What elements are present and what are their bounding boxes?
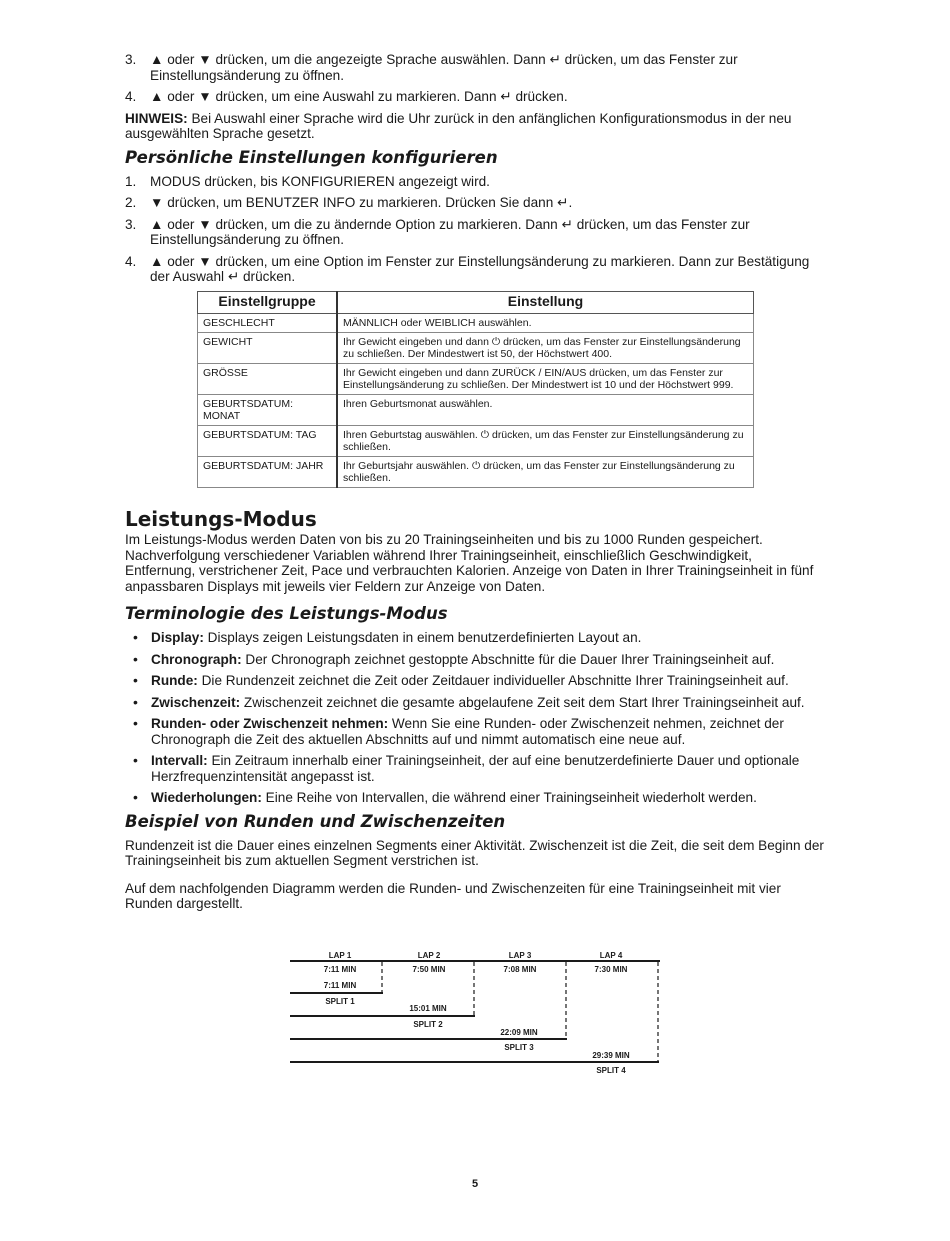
split-label: SPLIT 3: [504, 1043, 534, 1052]
table-cell-group: GEBURTSDATUM: JAHR: [198, 457, 338, 488]
step-text: ▲ oder ▼ drücken, um die zu ändernde Option zu markieren. Dann ↵ drücken, um das Fenster zur Einstellungsänderung zu öffnen.: [150, 216, 750, 247]
term-text: Wenn Sie eine Runden- oder Zwischenzeit nehmen, zeichnet der Chronograph die Zeit des aktuellen Abschnitts auf und nimmt automatisch eine neue auf.: [151, 716, 784, 747]
table-cell-group: GEBURTSDATUM: TAG: [198, 426, 338, 457]
list-item: [125, 630, 825, 646]
note-label: HINWEIS:: [125, 110, 188, 126]
bullet-icon: •: [133, 672, 138, 688]
term: Zwischenzeit:: [151, 694, 241, 710]
list-item: [125, 195, 825, 211]
table-row: [198, 457, 754, 488]
step-number: 3.: [125, 52, 137, 67]
lap-time: 7:08 MIN: [503, 965, 537, 974]
section-heading-example: Beispiel von Runden und Zwischenzeiten: [125, 811, 506, 831]
column-header-setting: Einstellung: [337, 291, 754, 313]
term-text: Displays zeigen Leistungsdaten in einem benutzerdefinierten Layout an.: [203, 630, 642, 645]
list-item: [125, 673, 825, 689]
table-cell-group: GEBURTSDATUM: MONAT: [198, 395, 338, 426]
table-cell-setting: Ihren Geburtsmonat auswählen.: [337, 395, 754, 426]
column-header-group: Einstellgruppe: [198, 291, 338, 313]
table-cell-setting: Ihr Geburtsjahr auswählen. ⏻ drücken, um das Fenster zur Einstellungsänderung zu schließen.: [337, 457, 754, 488]
table-header-row: [198, 291, 754, 313]
table-cell-setting: Ihren Geburtstag auswählen. ⏻ drücken, um das Fenster zur Einstellungsänderung zu schließen.: [337, 426, 754, 457]
term: Display:: [151, 630, 204, 645]
split-label: SPLIT 2: [413, 1020, 443, 1029]
note-text: Bei Auswahl einer Sprache wird die Uhr zurück in den anfänglichen Konfigurationsmodus in der neu ausgewählten Sprache gesetzt.: [125, 110, 792, 141]
section-heading-personal: Persönliche Einstellungen konfigurieren: [125, 147, 498, 167]
table-row: [198, 313, 754, 333]
step-text: ▼ drücken, um BENUTZER INFO zu markieren. Drücken Sie dann ↵.: [150, 195, 573, 210]
split-time: 29:39 MIN: [592, 1051, 630, 1060]
term: Runden- oder Zwischenzeit nehmen:: [151, 716, 389, 731]
table-row: [198, 426, 754, 457]
lap-label: LAP 4: [599, 951, 623, 960]
lap-time: 7:11 MIN: [323, 965, 357, 974]
bullet-icon: •: [133, 715, 138, 731]
table-cell-group: GEWICHT: [198, 333, 338, 364]
page-number: 5: [471, 1178, 479, 1190]
table-row: [198, 333, 754, 364]
lap-time: 7:50 MIN: [412, 965, 446, 974]
bullet-icon: •: [133, 752, 138, 768]
lap-split-diagram: [290, 950, 662, 1075]
term: Runde:: [151, 673, 198, 688]
list-item: [125, 52, 825, 83]
lap-label: LAP 2: [417, 951, 441, 960]
split-time: 15:01 MIN: [409, 1004, 447, 1013]
term: Intervall:: [151, 753, 208, 768]
step-number: 3.: [125, 216, 137, 232]
table-cell-group: GRÖSSE: [198, 364, 338, 395]
section-heading-terminology: Terminologie des Leistungs-Modus: [125, 604, 448, 623]
split-time: 7:11 MIN: [323, 981, 357, 990]
table-cell-setting: Ihr Gewicht eingeben und dann ZURÜCK / EIN/AUS drücken, um das Fenster zur Einstellungsänderung zu schließen. Der Mindestwert ist 10 und der Höchstwert 999.: [337, 364, 754, 395]
term-text: Der Chronograph zeichnet gestoppte Abschnitte für die Dauer Ihrer Trainingseinheit auf.: [241, 651, 775, 667]
split-time: 22:09 MIN: [500, 1028, 538, 1037]
step-text: ▲ oder ▼ drücken, um eine Option im Fenster zur Einstellungsänderung zu markieren. Dann zur Bestätigung der Auswahl ↵ drücken.: [150, 253, 810, 284]
step-text: MODUS drücken, bis KONFIGURIEREN angezeigt wird.: [150, 173, 490, 189]
term: Wiederholungen:: [151, 790, 262, 805]
term-text: Die Rundenzeit zeichnet die Zeit oder Zeitdauer individueller Abschnitte Ihrer Trainingseinheit auf.: [197, 673, 789, 688]
lap-time: 7:30 MIN: [594, 965, 628, 974]
terminology-list: [125, 630, 825, 806]
list-item: [125, 716, 825, 747]
bullet-icon: •: [133, 789, 138, 805]
table-cell-setting: MÄNNLICH oder WEIBLICH auswählen.: [337, 313, 754, 333]
steps-personal: [125, 174, 825, 285]
split-label: SPLIT 1: [325, 997, 355, 1006]
term: Chronograph:: [151, 651, 242, 667]
table-row: [198, 395, 754, 426]
step-text: ▲ oder ▼ drücken, um die angezeigte Sprache auswählen. Dann ↵ drücken, um das Fenster zur Einstellungsänderung zu öffnen.: [150, 52, 738, 83]
bullet-icon: •: [133, 650, 138, 667]
list-item: [125, 174, 825, 190]
page-content: [125, 52, 825, 918]
split-label: SPLIT 4: [596, 1066, 626, 1075]
table-cell-setting: Ihr Gewicht eingeben und dann ⏻ drücken, um das Fenster zur Einstellungsänderung zu schließen. Der Mindestwert ist 50, der Höchstwert 400.: [337, 333, 754, 364]
step-number: 2.: [125, 195, 137, 210]
performance-paragraph: Im Leistungs-Modus werden Daten von bis zu 20 Trainingseinheiten und bis zu 1000 Runden gespeichert. Nachverfolgung verschiedener Variablen während Ihrer Trainingseinheit, einschließlich Geschwindigkeit, Entfernung, verstrichener Zeit, Pace und verbrauchten Kalorien. Anzeige von Daten in Ihrer Trainingseinheit in fünf anpassbaren Displays mit jeweils vier Feldern zur Anzeige von Daten.: [125, 532, 814, 594]
term-text: Eine Reihe von Intervallen, die während einer Trainingseinheit wiederholt werden.: [261, 790, 757, 805]
step-number: 4.: [125, 253, 137, 269]
table-row: [198, 364, 754, 395]
term-text: Zwischenzeit zeichnet die gesamte abgelaufene Zeit seit dem Start Ihrer Trainingseinheit auf.: [240, 694, 805, 710]
settings-table: [197, 291, 754, 489]
list-item: [125, 790, 825, 806]
lap-label: LAP 1: [328, 951, 352, 960]
list-item: [125, 89, 825, 105]
lap-label: LAP 3: [508, 951, 532, 960]
bullet-icon: •: [133, 693, 138, 710]
note: [125, 111, 825, 142]
list-item: [125, 652, 825, 668]
table-cell-group: GESCHLECHT: [198, 313, 338, 333]
step-number: 4.: [125, 89, 137, 104]
list-item: [125, 217, 825, 248]
step-text: ▲ oder ▼ drücken, um eine Auswahl zu markieren. Dann ↵ drücken.: [150, 89, 568, 104]
example-paragraph-2: Auf dem nachfolgenden Diagramm werden die Runden- und Zwischenzeiten für eine Trainingseinheit mit vier Runden dargestellt.: [125, 880, 781, 911]
step-number: 1.: [125, 173, 137, 189]
section-heading-performance: Leistungs-Modus: [125, 507, 317, 531]
steps-language: [125, 52, 825, 105]
term-text: Ein Zeitraum innerhalb einer Trainingseinheit, der auf eine benutzerdefinierte Dauer und optionale Herzfrequenzintensität angepasst ist.: [151, 753, 800, 784]
bullet-icon: •: [133, 629, 138, 645]
list-item: [125, 753, 825, 784]
list-item: [125, 254, 825, 285]
example-paragraph-1: Rundenzeit ist die Dauer eines einzelnen Segments einer Aktivität. Zwischenzeit ist die Zeit, die seit dem Beginn der Trainingseinheit bis zum aktuellen Segment verstrichen ist.: [125, 837, 824, 868]
list-item: [125, 695, 825, 711]
